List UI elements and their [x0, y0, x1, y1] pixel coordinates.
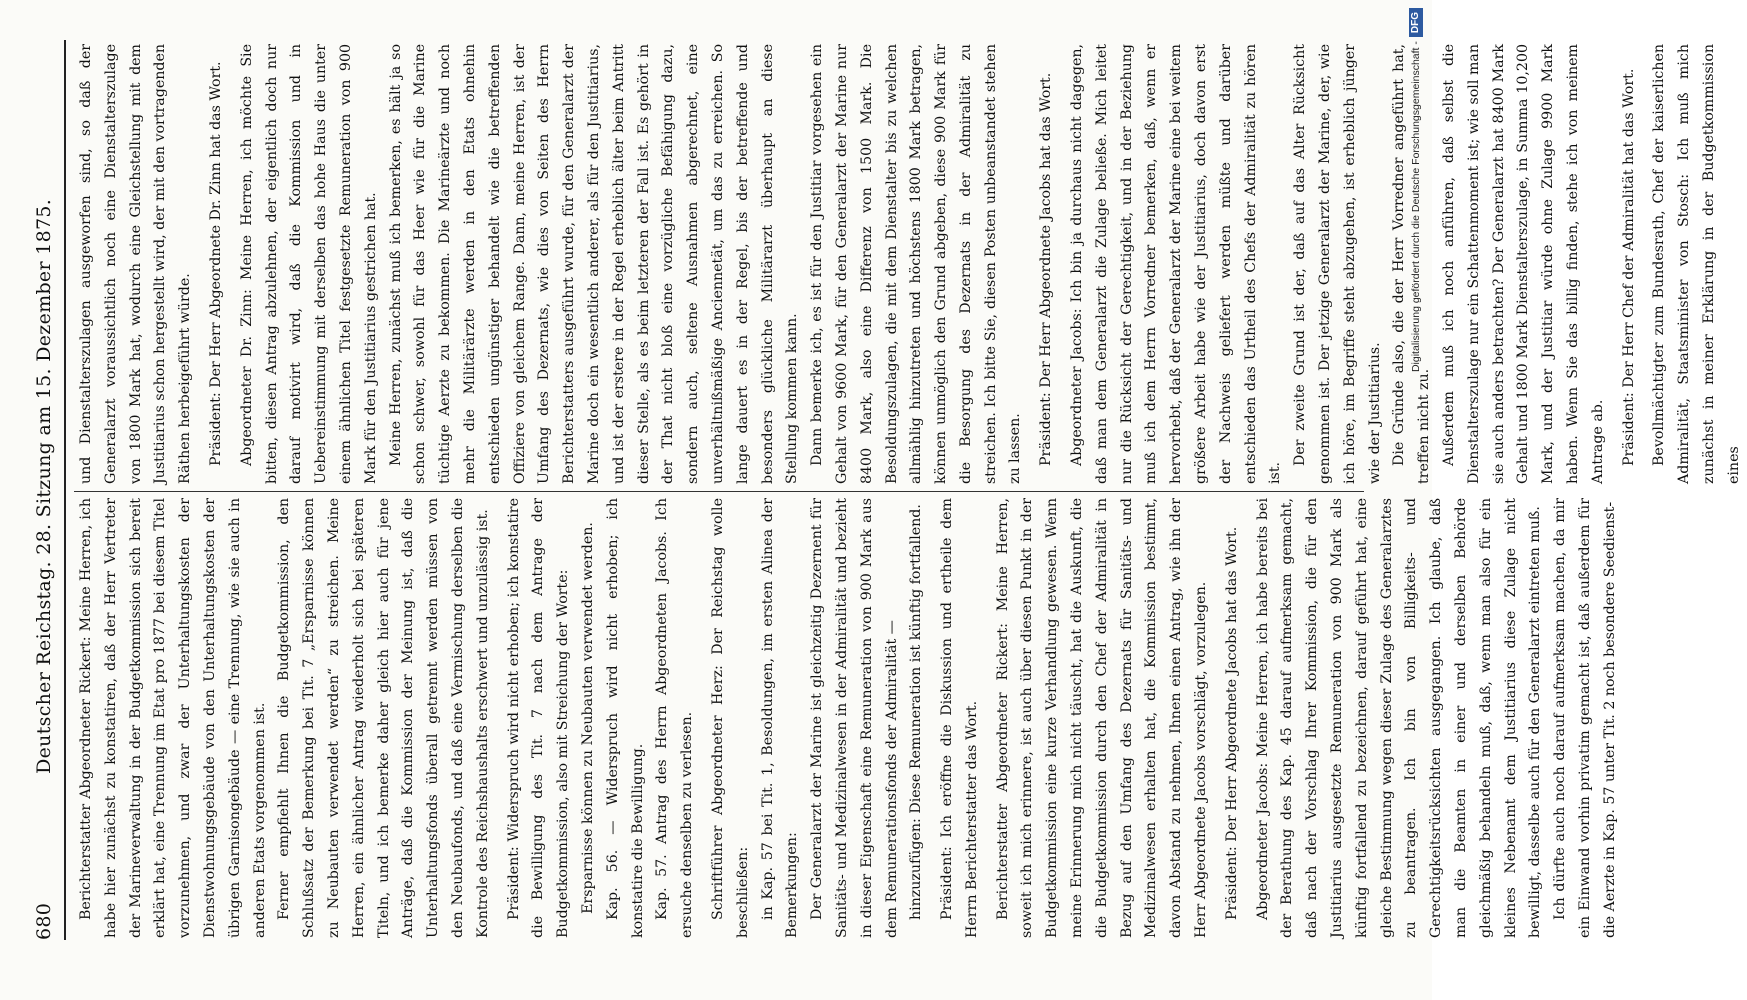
- paragraph: Ich dürfte auch noch darauf aufmerksam machen, da mir ein Einwand vorhin privatim gemacht ist, daß außerdem für die Aerzte in Kap. 57 unter Tit. 2 noch besondere Seedienst-: [1552, 498, 1618, 938]
- paragraph: Schriftführer Abgeordneter Herz: Der Reichstag wolle beschließen:: [709, 498, 751, 938]
- digitization-credit: [1406, 8, 1426, 992]
- paragraph: Der Generalarzt der Marine ist gleichzeitig Dezernent für Sanitäts- und Medizinalwesen in der Admiralität und bezieht in dieser Eigenschaft eine Remuneration von 900 Mark aus dem Remunerationsfonds der Admiralität —: [809, 498, 900, 938]
- dfg-logo[interactable]: DFG: [1409, 8, 1423, 37]
- page-title: Deutscher Reichstag. 28. Sitzung am 15. Dezember 1875.: [33, 198, 55, 774]
- paragraph: Meine Herren, zunächst muß ich bemerken, es hält ja so schon schwer, sowohl für das Heer wie für die Marine tüchtige Aerzte zu bekommen. Die Marineärzte und noch mehr die Militärärzte werden in den Etats ohnehin entschieden ungünstiger behandelt wie die betreffenden Offiziere von gleichem Range. Dann, meine Herren, ist der Umfang des Dezernats, wie dies von Seiten des Herrn Berichterstatters ausgeführt wurde, für den Generalarzt der Marine doch ein wesentlich anderer, als für den Justitiarius, und ist der erstere in der Regel erheblich älter beim Antritt dieser Stelle, als es beim letzteren der Fall ist. Es gehört in der That nicht bloß eine vorzügliche Befähigung dazu, sondern auch, seltene Ausnahmen abgerechnet, eine unverhältnißmäßige Anciennetät, um das zu erreichen. So lange dauert es in der Regel, bis der betreffende und besonders glückliche Militärarzt überhaupt an diese Stellung kommen kann.: [387, 44, 801, 484]
- paragraph: Präsident: Der Herr Abgeordnete Jacobs hat das Wort.: [1223, 526, 1240, 920]
- paragraph: Präsident: Widerspruch wird nicht erhoben; ich konstatire die Bewilligung des Tit. 7 nach dem Antrage der Budgetkommission, also mit Streichung der Worte:: [505, 498, 572, 938]
- paragraph: in Kap. 57 bei Tit. 1, Besoldungen, im ersten Alinea der Bemerkungen:: [759, 498, 801, 938]
- paragraph: Außerdem muß ich noch anführen, daß selbst die Dienstalterszulage nur ein Schattenmoment ist; wie soll man sie auch anders betrachten? Der Generalarzt hat 8400 Mark Gehalt und 1800 Mark Dienstalterszulage, in Summa 10,200 Mark, und der Justitiar würde ohne Zulage 9900 Mark haben. Wenn Sie das billig finden, stehe ich von meinem Antrage ab.: [1441, 44, 1606, 484]
- paragraph: Präsident: Der Herr Abgeordnete Dr. Zinn hat das Wort.: [207, 61, 224, 466]
- column-divider: [74, 491, 1364, 492]
- paragraph: Kap. 57. Antrag des Herrn Abgeordneten Jacobs. Ich ersuche denselben zu verlesen.: [654, 498, 696, 938]
- paragraph: Abgeordneter Jacobs: Meine Herren, ich habe bereits bei der Berathung des Kap. 45 darauf aufmerksam gemacht, daß nach der Vorschlag Ihrer Kommission, die für den Justitiarius ausgesetzte Remuneration von 900 Mark als künftig fortfallend zu bezeichnen, darauf geführt hat, eine gleiche Bestimmung wegen dieser Zulage des Generalarztes zu beantragen. Ich bin von Billigkeits- und Gerechtigkeitsrücksichten ausgegangen. Ich glaube, daß man die Beamten in einer und derselben Behörde gleichmäßig behandeln muß, daß, wenn man also für ein kleines Nebenamt dem Justitiarius diese Zulage nicht bewilligt, dasselbe auch für den Generalarzt eintreten muß.: [1254, 498, 1544, 938]
- left-column: [74, 498, 1618, 938]
- quoted-text: Ersparnisse können zu Neubauten verwendet werden.: [579, 522, 596, 914]
- paragraph: Kap. 56. — Widerspruch wird nicht erhoben; ich konstatire die Bewilligung.: [604, 498, 646, 938]
- paragraph: Abgeordneter Jacobs: Ich bin ja durchaus nicht dagegen, daß man dem Generalarzt die Zulage beließe. Mich leitet nur die Rücksicht der Gerechtigkeit, und in der Beziehung muß ich dem Herrn Vorredner bemerken, daß, wenn er hervorhebt, daß der Generalarzt der Marine eine bei weitem größere Arbeit habe wie der Justitiarius, doch davon erst der Nachweis geliefert werden müßte und darüber entschieden das Urtheil des Chefs der Admiralität zu hören ist.: [1069, 44, 1284, 484]
- paragraph: und Dienstalterszulagen ausgeworfen sind, so daß der Generalarzt voraussichtlich noch eine Dienstalterszulage von 1800 Mark hat, wodurch eine Gleichstellung mit dem Justitiarius schon hergestellt wird, der mit den vortragenden Räthen herbeigeführt würde.: [78, 44, 194, 484]
- paragraph: hinzuzufügen: Diese Remuneration ist künftig fortfallend.: [908, 504, 925, 920]
- paragraph: Berichterstatter Abgeordneter Rickert: Meine Herren, soweit ich mich erinnere, ist auch über diesen Punkt in der Budgetkommission eine kurze Verhandlung gewesen. Wenn meine Erinnerung mich nicht täuscht, hat die Auskunft, die die Budgetkommission durch den Chef der Admiralität in Bezug auf den Umfang des Dezernats für Sanitäts- und Medizinalwesen erhalten hat, die Kommission bestimmt, davon Abstand zu nehmen, Ihnen einen Antrag, wie ihn der Herr Abgeordnete Jacobs vorschlägt, vorzulegen.: [994, 498, 1210, 938]
- page-number: 680: [33, 902, 55, 940]
- paragraph: Präsident: Der Herr Chef der Admiralität hat das Wort.: [1620, 68, 1637, 466]
- paragraph: Der zweite Grund ist der, daß auf das Alter Rücksicht genommen ist. Der jetzige Generalarzt der Marine, der, wie ich höre, im Begriffe steht abzugehen, ist erheblich jünger wie der Justitiarius.: [1292, 44, 1383, 484]
- paragraph: Ferner empfiehlt Ihnen die Budgetkommission, den Schlußsatz der Bemerkung bei Tit. 7 „Ersparnisse können zu Neubauten verwendet werden“ zu streichen. Meine Herren, ein ähnlicher Antrag wiederholt sich bei späteren Titeln, und ich bemerke daher gleich hier auch für jene Anträge, daß die Kommission der Meinung ist, daß die Unterhaltungsfonds überall getrennt werden müssen von den Neubaufonds, und daß eine Vermischung derselben die Kontrole des Reichshaushalts erschwert und unzulässig ist.: [276, 498, 491, 938]
- paragraph: Präsident: Ich eröffne die Diskussion und ertheile dem Herrn Berichterstatter das Wort.: [939, 498, 980, 938]
- paragraph: Präsident: Der Herr Abgeordnete Jacobs hat das Wort.: [1038, 72, 1055, 466]
- paragraph: Die Gründe also, die der Herr Vorredner angeführt hat, treffen nicht zu.: [1391, 44, 1433, 484]
- paragraph: Bevollmächtigter zum Bundesrath, Chef der kaiserlichen Admiralität, Staatsminister von Stosch: Ich muß mich zunächst in meiner Erklärung in der Budgetkommission eines: [1651, 44, 1742, 484]
- credit-text: Digitalisierung gefördert durch die Deutsche Forschungsgemeinschaft -: [1410, 41, 1422, 373]
- page-header: [24, 40, 66, 940]
- paragraph: Dann bemerke ich, es ist für den Justitiar vorgesehen ein Gehalt von 9600 Mark, für den Generalarzt der Marine nur 8400 Mark, also eine Differenz von 1500 Mark. Die Besoldungszulagen, die mit dem Dienstalter bis zu welchen allmählig hinzutreten und höchstens 1800 Mark betragen, können unmöglich den Grund abgeben, diese 900 Mark für die Besorgung des Dezernats in der Admiralität zu streichen. Ich bitte Sie, diesen Posten unbeanstandet stehen zu lassen.: [809, 44, 1024, 484]
- paragraph: Berichterstatter Abgeordneter Rickert: Meine Herren, ich habe hier zunächst zu konstatiren, daß der Herr Vertreter der Marineverwaltung in der Budgetkommission sich bereit erklärt hat, eine Trennung im Etat pro 1877 bei diesem Titel vorzunehmen, und zwar der Unterhaltungskosten der Dienstwohnungsgebäude von den Unterhaltungskosten der übrigen Garnisongebäude — eine Trennung, wie sie auch in anderen Etats vorgenommen ist.: [78, 498, 268, 938]
- paragraph: Abgeordneter Dr. Zinn: Meine Herren, ich möchte Sie bitten, diesen Antrag abzulehnen, der eigentlich doch nur darauf motivirt wird, daß die Kommission und in Uebereinstimmung mit derselben das hohe Haus die unter einem ähnlichen Titel festgesetzte Remuneration von 900 Mark für den Justitiarius gestrichen hat.: [238, 44, 379, 484]
